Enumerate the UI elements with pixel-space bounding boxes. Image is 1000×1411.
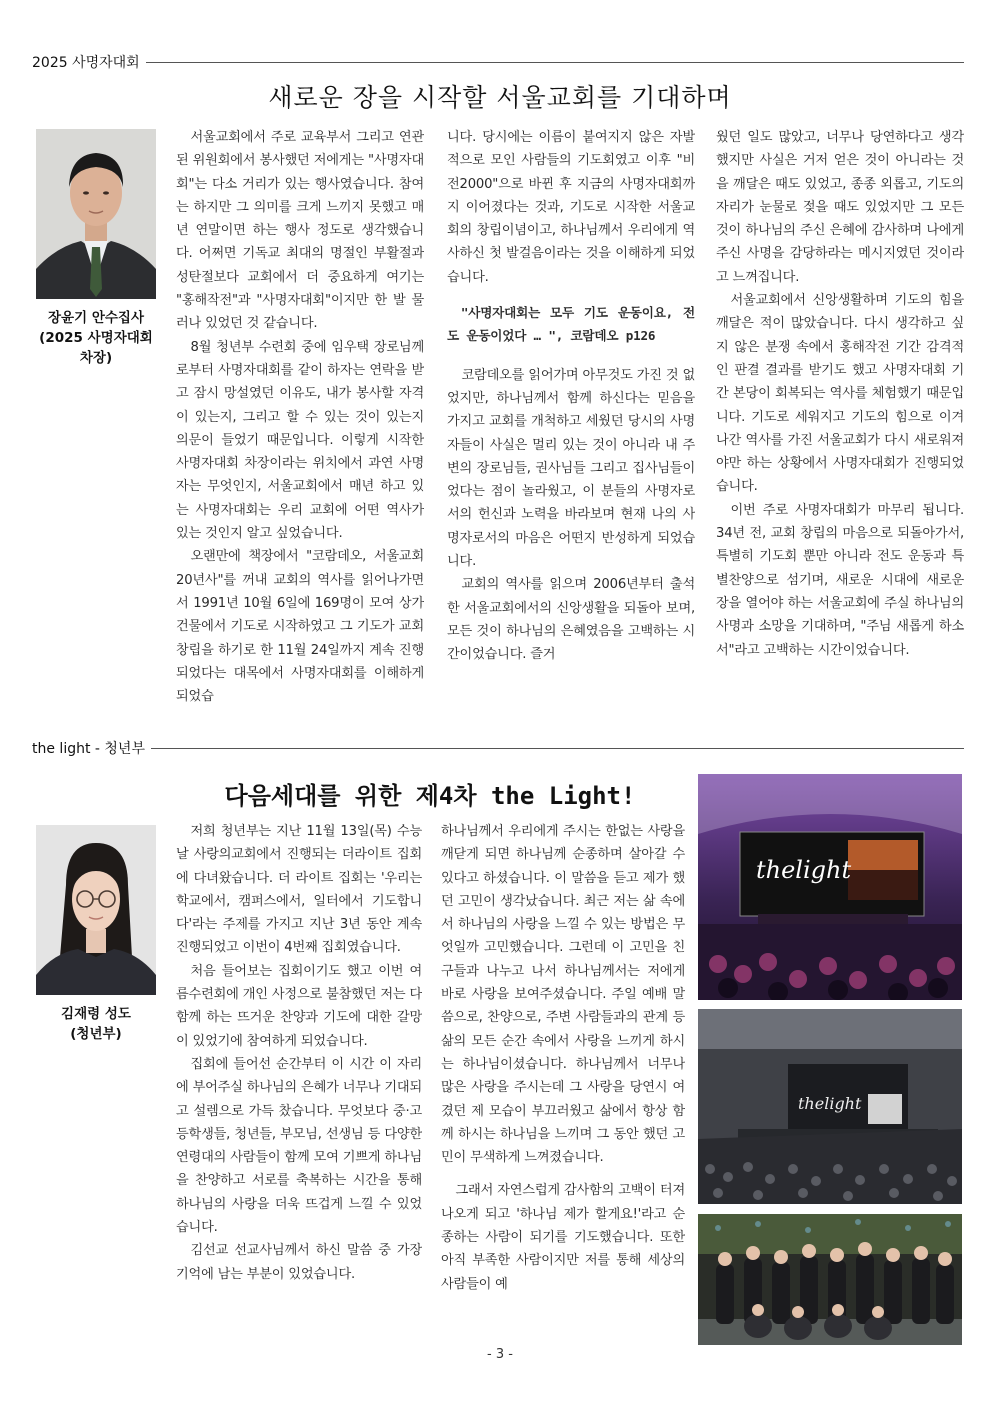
photo-text: thelight	[798, 1094, 862, 1113]
author-role: (청년부)	[70, 1026, 122, 1042]
paragraph: 이번 주로 사명자대회가 마무리 됩니다. 34년 전, 교회 창립의 마음으로 되돌아가서, 특별히 기도회 뿐만 아니라 전도 운동과 특별찬양으로 섬기며, 새로운 시대에 새로운 장을 열어야 하는 서울교회에 주실 하나님의 사명과 소망을 기대하며, "주님 새롭게 하소서"라고 고백하는 시간이었습니다.	[716, 502, 964, 658]
article-title: 새로운 장을 시작할 서울교회를 기대하며	[268, 83, 732, 112]
author-name: 장윤기 안수집사	[48, 310, 144, 326]
photo-text: thelight	[756, 856, 852, 884]
page-number: - 3 -	[487, 1347, 513, 1362]
paragraph: 집회에 들어선 순간부터 이 시간 이 자리에 부어주실 하나님의 은혜가 너무나 기대되고 설렘으로 가득 찼습니다. 무엇보다 중·고등학생들, 청년들, 부모님, 선생님 등 다양한 연령대의 사람들이 함께 모여 기쁘게 하나님을 찬양하고 서로를 축복하는 시간을 통해 하나님의 사랑을 더욱 뜨겁게 느낄 수 있었습니다.	[176, 1056, 422, 1236]
paragraph: 8월 청년부 수련회 중에 임우택 장로님께로부터 사명자대회를 같이 하자는 연락을 받고 잠시 망설였던 이유도, 내가 봉사할 자격이 있는지, 그리고 할 수 있는 것이 있는지 의문이 들었기 때문입니다. 이렇게 시작한 사명자대회 차장이라는 위치에서 과연 사명자는 무엇인지, 서울교회에서 매년 하고 있는 사명자대회는 우리 교회에 어떤 역사가 있는 것인지 알고 싶었습니다.	[176, 339, 424, 542]
article-column-2	[447, 126, 695, 730]
section-header-top	[32, 52, 964, 72]
author-name: 김재령 성도	[61, 1006, 131, 1022]
author-role-line2: 차장)	[79, 350, 113, 366]
article-title: 다음세대를 위한 제4차 the Light!	[224, 782, 636, 810]
article-column-3	[716, 126, 964, 730]
paragraph: 서울교회에서 신앙생활하며 기도의 힘을 깨달은 적이 많았습니다. 다시 생각하고 싶지 않은 분쟁 속에서 홍해작전 기간 감격적인 판결 결과를 받기도 했고 사명자대회 기간 본당이 회복되는 역사를 체험했기 때문입니다. 기도로 세워지고 기도의 힘으로 이겨나간 역사를 가진 서울교회가 다시 새로워져야만 하는 상황에서 사명자대회가 진행되었습니다.	[716, 293, 964, 495]
paragraph: 저희 청년부는 지난 11월 13일(목) 수능날 사랑의교회에서 진행되는 더라이트 집회에 다녀왔습니다. 더 라이트 집회는 '우리는 학교에서, 캠퍼스에서, 일터에서 기도합니다'라는 주제를 가지고 지난 3년 동안 계속 진행되었고 이번이 4번째 집회였습니다.	[176, 824, 422, 956]
paragraph: 김선교 선교사님께서 하신 말씀 중 가장 기억에 남는 부분이 있었습니다.	[176, 1243, 422, 1282]
section-rule	[151, 748, 964, 749]
section-label: 2025 사명자대회	[32, 55, 140, 71]
paragraph: 그래서 자연스럽게 감사함의 고백이 터져 나오게 되고 '하나님 제가 할게요!'라고 순종하는 사람이 되기를 기도했습니다. 또한 아직 부족한 사람이지만 저를 통해 세상의 사람들이 예	[441, 1183, 685, 1292]
article-column-1	[176, 820, 422, 1340]
author-photo	[36, 129, 156, 299]
event-photo-hall	[698, 1009, 962, 1204]
author-caption	[30, 1004, 162, 1044]
paragraph: 코람데오를 읽어가며 아무것도 가진 것 없었지만, 하나님께서 함께 하신다는 믿음을 가지고 교회를 개척하고 세웠던 당시의 사명자들이 사실은 멀리 있는 것이 아니라 내 주변의 장로님들, 권사님들 그리고 집사님들이었다는 점이 놀라웠고, 이 분들의 사명자로서의 헌신과 노력을 바라보며 현재 나의 사명자로서의 마음은 어떤지 반성하게 되었습니다.	[447, 367, 695, 570]
event-photo-stage	[698, 774, 962, 1000]
article-column-1	[176, 126, 424, 730]
section-rule	[146, 62, 964, 63]
paragraph: 웠던 일도 많았고, 너무나 당연하다고 생각했지만 사실은 거저 얻은 것이 아니라는 것을 깨달은 때도 있었고, 종종 외롭고, 기도의 자리가 눈물로 젖을 때도 있었지만 그 모든 것이 하나님의 주신 은혜에 감사하며 나에게 주신 사명을 감당하라는 메시지였던 것이라고 느껴집니다.	[716, 130, 964, 285]
paragraph: 니다. 당시에는 이름이 붙여지지 않은 자발적으로 모인 사람들의 기도회였고 이후 "비전2000"으로 바뀐 후 지금의 사명자대회까지 이어졌다는 것과, 기도로 시작한 서울교회의 창립이념이고, 하나님께서 우리에게 역사하신 첫 발걸음이라는 것을 이해하게 되었습니다.	[447, 130, 695, 285]
paragraph: 오랜만에 책장에서 "코람데오, 서울교회 20년사"를 꺼내 교회의 역사를 읽어나가면서 1991년 10월 6일에 169명이 모여 상가 건물에서 기도로 시작하였고 그 기도가 교회 창립을 하기로 한 11월 24일까지 계속 진행되었다는 대목에서 사명자대회를 이해하게 되었습	[176, 549, 424, 705]
group-photo	[698, 1214, 962, 1345]
section-label: the light - 청년부	[32, 741, 145, 757]
paragraph: 서울교회에서 주로 교육부서 그리고 연관된 위원회에서 봉사했던 저에게는 "사명자대회"는 다소 거리가 있는 행사였습니다. 참여는 하지만 그 의미를 크게 느끼지 못했고 매년 연말이면 하는 행사 정도로 생각했습니다. 어쩌면 기독교 최대의 명절인 부활절과 성탄절보다 교회에서 더 중요하게 여기는 "홍해작전"과 "사명자대회"이지만 한 발 물러나 있었던 것 같습니다.	[176, 130, 424, 332]
author-caption	[30, 308, 162, 368]
author-photo	[36, 825, 156, 995]
paragraph: 교회의 역사를 읽으며 2006년부터 출석한 서울교회에서의 신앙생활을 되돌아 보며, 모든 것이 하나님의 은혜였음을 고백하는 시간이었습니다. 즐거	[447, 577, 695, 663]
section-header-bottom	[32, 738, 964, 758]
author-role-line1: (2025 사명자대회	[39, 330, 153, 346]
paragraph: 처음 들어보는 집회이기도 했고 이번 여름수련회에 개인 사정으로 불참했던 저는 다 함께 하는 뜨거운 찬양과 기도에 대한 갈망이 있었기에 참여하게 되었습니다.	[176, 963, 422, 1049]
article-column-2	[441, 820, 685, 1340]
pull-quote: "사명자대회는 모두 기도 운동이요, 전도 운동이었다 … ", 코람데오 p126	[447, 305, 695, 344]
paragraph: 하나님께서 우리에게 주시는 한없는 사랑을 깨닫게 되면 하나님께 순종하며 살아갈 수 있다고 하셨습니다. 이 말씀을 듣고 제가 했던 고민이 생각났습니다. 최근 저는 삶 속에서 하나님의 사랑을 느낄 수 있는 방법은 무엇일까 고민했습니다. 그런데 이 고민을 친구들과 나누고 나서 하나님께서는 저에게 바로 사랑을 보여주셨습니다. 주일 예배 말씀으로, 찬양으로, 주변 사람들과의 관계 등 삶의 모든 순간 속에서 사랑을 느끼게 하시는 하나님이셨습니다. 하나님께서 너무나 많은 사랑을 주시는데 그 사랑을 당연시 여겼던 제 모습이 부끄러웠고 삶에서 항상 함께 하시는 하나님을 느끼며 그 동안 했던 고민이 무색하게 느껴졌습니다.	[441, 824, 685, 1166]
